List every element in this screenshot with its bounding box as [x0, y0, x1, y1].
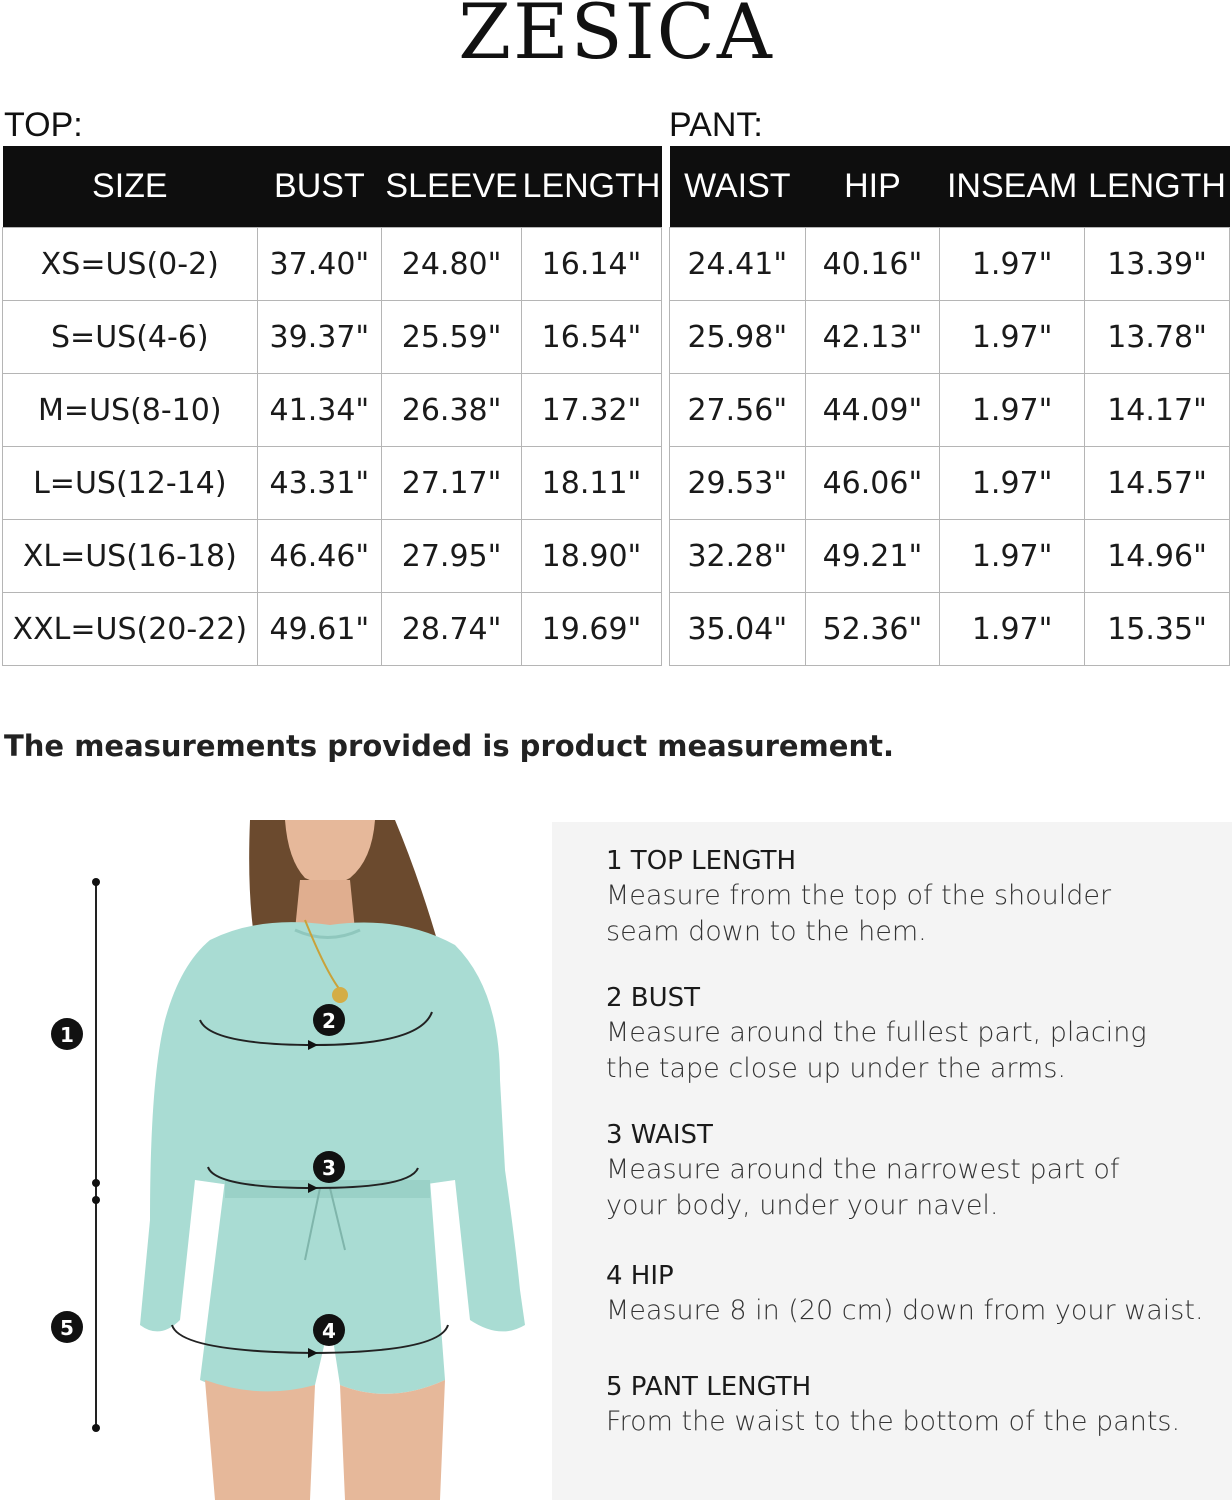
waist-cell: 25.98" — [670, 301, 806, 374]
header-bust: BUST — [257, 146, 382, 228]
guide-title: 2 BUST — [606, 983, 701, 1013]
guide-item-waist — [606, 1118, 1216, 1224]
guide-desc-line: seam down to the hem. — [606, 916, 927, 947]
guide-title: 4 HIP — [606, 1261, 674, 1291]
guide-item-hip — [606, 1259, 1216, 1329]
bust-cell: 37.40" — [257, 228, 382, 301]
guide-title: 5 PANT LENGTH — [606, 1372, 812, 1402]
pant-section-label: PANT: — [669, 106, 763, 144]
size-cell: XXL=US(20-22) — [3, 593, 258, 666]
table-row — [3, 228, 662, 301]
hip-cell: 46.06" — [805, 447, 940, 520]
pant-length-cell: 14.17" — [1085, 374, 1230, 447]
header-sleeve: SLEEVE — [382, 146, 522, 228]
marker-1-label: 1 — [60, 1023, 74, 1047]
pant-length-cell: 14.57" — [1085, 447, 1230, 520]
inseam-cell: 1.97" — [940, 301, 1085, 374]
waist-cell: 24.41" — [670, 228, 806, 301]
inseam-cell: 1.97" — [940, 520, 1085, 593]
bust-cell: 39.37" — [257, 301, 382, 374]
marker-2 — [313, 1004, 345, 1036]
pant-size-table — [669, 146, 1230, 666]
model-shorts — [200, 1180, 445, 1394]
pant-length-cell: 14.96" — [1085, 520, 1230, 593]
marker-5 — [51, 1311, 83, 1343]
guide-dot-icon — [92, 1424, 100, 1432]
table-row — [3, 520, 662, 593]
brand-logo: ZESICA — [458, 0, 774, 76]
top-length-cell: 18.11" — [522, 447, 662, 520]
measurement-guide-panel — [552, 822, 1232, 1500]
guide-item-top-length — [606, 844, 1216, 950]
guide-title: 3 WAIST — [606, 1120, 713, 1150]
size-cell: XL=US(16-18) — [3, 520, 258, 593]
model-figure — [0, 820, 552, 1500]
pant-length-cell: 15.35" — [1085, 593, 1230, 666]
top-length-cell: 16.54" — [522, 301, 662, 374]
table-row — [3, 593, 662, 666]
sleeve-cell: 24.80" — [382, 228, 522, 301]
inseam-cell: 1.97" — [940, 447, 1085, 520]
size-cell: XS=US(0-2) — [3, 228, 258, 301]
hip-cell: 49.21" — [805, 520, 940, 593]
top-length-cell: 19.69" — [522, 593, 662, 666]
sleeve-cell: 28.74" — [382, 593, 522, 666]
model-legs — [205, 1380, 445, 1500]
hip-cell: 44.09" — [805, 374, 940, 447]
header-size: SIZE — [3, 146, 258, 228]
sleeve-cell: 25.59" — [382, 301, 522, 374]
guide-dot-icon — [92, 878, 100, 886]
hip-cell: 52.36" — [805, 593, 940, 666]
top-length-cell: 18.90" — [522, 520, 662, 593]
table-row — [670, 520, 1230, 593]
header-pant-length: LENGTH — [1085, 146, 1230, 228]
marker-2-label: 2 — [322, 1009, 336, 1033]
sleeve-cell: 27.95" — [382, 520, 522, 593]
header-waist: WAIST — [670, 146, 806, 228]
guide-dot-icon — [92, 1179, 100, 1187]
marker-3-label: 3 — [322, 1156, 336, 1180]
guide-desc-line: Measure around the narrowest part of — [606, 1154, 1120, 1185]
bust-cell: 43.31" — [257, 447, 382, 520]
table-row — [670, 447, 1230, 520]
guide-title: 1 TOP LENGTH — [606, 846, 797, 876]
size-cell: M=US(8-10) — [3, 374, 258, 447]
size-cell: S=US(4-6) — [3, 301, 258, 374]
guide-desc-line: Measure around the fullest part, placing — [606, 1017, 1147, 1048]
marker-4-label: 4 — [322, 1319, 336, 1343]
waist-cell: 27.56" — [670, 374, 806, 447]
guide-desc-line: the tape close up under the arms. — [606, 1053, 1066, 1084]
table-row — [670, 301, 1230, 374]
header-inseam: INSEAM — [940, 146, 1085, 228]
header-top-length: LENGTH — [522, 146, 662, 228]
table-row — [670, 228, 1230, 301]
guide-desc-line: From the waist to the bottom of the pants. — [606, 1406, 1181, 1437]
size-cell: L=US(12-14) — [3, 447, 258, 520]
top-size-table — [2, 146, 662, 666]
guide-desc-line: your body, under your navel. — [606, 1190, 999, 1221]
table-row — [670, 374, 1230, 447]
top-section-label: TOP: — [4, 106, 83, 144]
marker-5-label: 5 — [60, 1316, 74, 1340]
marker-1 — [51, 1018, 83, 1050]
bust-cell: 46.46" — [257, 520, 382, 593]
sleeve-cell: 26.38" — [382, 374, 522, 447]
inseam-cell: 1.97" — [940, 374, 1085, 447]
marker-3 — [313, 1151, 345, 1183]
table-row — [3, 447, 662, 520]
bust-cell: 49.61" — [257, 593, 382, 666]
pant-length-cell: 13.39" — [1085, 228, 1230, 301]
hip-cell: 42.13" — [805, 301, 940, 374]
top-length-cell: 16.14" — [522, 228, 662, 301]
table-row — [670, 593, 1230, 666]
table-row — [3, 374, 662, 447]
inseam-cell: 1.97" — [940, 593, 1085, 666]
waist-cell: 35.04" — [670, 593, 806, 666]
waist-cell: 29.53" — [670, 447, 806, 520]
measurement-note: The measurements provided is product measurement. — [4, 729, 894, 763]
table-row — [3, 301, 662, 374]
guide-item-bust — [606, 981, 1216, 1087]
guide-desc-line: Measure 8 in (20 cm) down from your waist. — [606, 1295, 1204, 1326]
sleeve-cell: 27.17" — [382, 447, 522, 520]
guide-dot-icon — [92, 1196, 100, 1204]
marker-4 — [313, 1314, 345, 1346]
hip-cell: 40.16" — [805, 228, 940, 301]
pant-length-cell: 13.78" — [1085, 301, 1230, 374]
waist-cell: 32.28" — [670, 520, 806, 593]
top-length-cell: 17.32" — [522, 374, 662, 447]
inseam-cell: 1.97" — [940, 228, 1085, 301]
header-hip: HIP — [805, 146, 940, 228]
bust-cell: 41.34" — [257, 374, 382, 447]
necklace-pendant-icon — [332, 987, 348, 1003]
guide-item-pant-length — [606, 1370, 1216, 1440]
guide-desc-line: Measure from the top of the shoulder — [606, 880, 1112, 911]
